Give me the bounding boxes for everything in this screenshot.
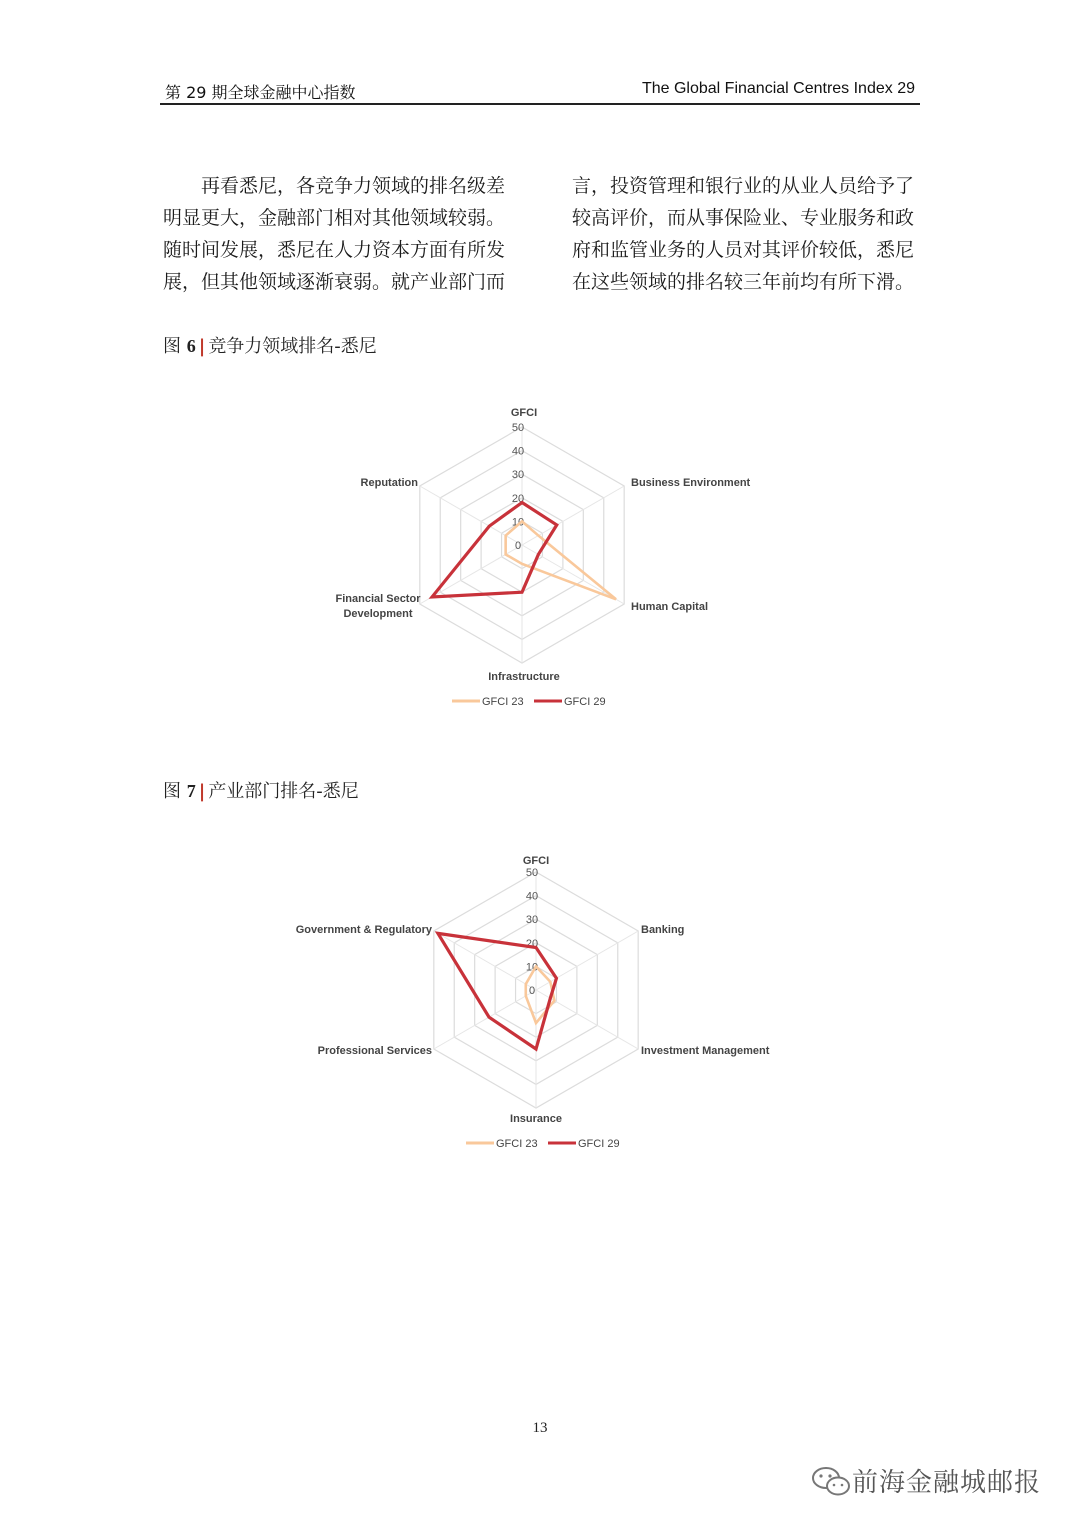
legend-label: GFCI 23	[496, 1138, 538, 1150]
axis-label: Development	[343, 608, 413, 620]
header-title-cn: 第 29 期全球金融中心指数	[165, 83, 356, 102]
tick-label: 50	[525, 867, 539, 879]
figure6-prefix: 图	[163, 336, 181, 357]
axis-label: Professional Services	[317, 1045, 432, 1057]
body-left-column: 再看悉尼，各竞争力领域的排名级差明显更大，金融部门相对其他领域较弱。随时间发展，悉尼在人力资本方面有所发展，但其他领域逐渐衰弱。就产业部门而	[163, 175, 506, 293]
axis-label: Reputation	[360, 477, 418, 489]
header-rule	[160, 103, 920, 105]
watermark-text: 前海金融城邮报	[852, 1468, 1042, 1498]
wechat-icon	[808, 1462, 858, 1502]
figure6-caption	[163, 332, 377, 358]
figure6-separator: |	[198, 336, 206, 357]
legend-label: GFCI 29	[564, 696, 606, 708]
tick-label: 30	[525, 914, 539, 927]
tick-label: 0	[514, 540, 522, 552]
axis-label: Investment Management	[641, 1045, 770, 1057]
tick-label: 40	[511, 445, 525, 458]
tick-label: 20	[525, 937, 539, 950]
axis-label: Infrastructure	[488, 671, 560, 683]
tick-label: 50	[511, 422, 525, 434]
page-number: 13	[532, 1420, 548, 1436]
axis-label: Financial Sector	[335, 593, 421, 605]
tick-label: 40	[525, 890, 539, 903]
axis-label: GFCI	[522, 855, 550, 867]
tick-label: 10	[511, 516, 525, 529]
axis-label: Insurance	[510, 1113, 562, 1125]
figure6-number: 6	[186, 336, 196, 356]
radar-chart-competitiveness	[0, 390, 1080, 720]
legend-label: GFCI 23	[482, 696, 524, 708]
axis-label: Banking	[641, 924, 685, 936]
axis-label: Human Capital	[631, 601, 709, 613]
tick-label: 10	[525, 961, 539, 974]
body-right-column: 言，投资管理和银行业的从业人员给予了较高评价，而从事保险业、专业服务和政府和监管业务的人员对其评价较低，悉尼在这些领域的排名较三年前均有所下滑。	[572, 175, 915, 293]
figure7-number: 7	[186, 781, 196, 801]
tick-label: 0	[528, 985, 536, 997]
tick-label: 20	[511, 492, 525, 505]
figure7-caption	[163, 777, 359, 803]
figure7-title: 产业部门排名-悉尼	[208, 781, 359, 802]
axis-label: GFCI	[510, 407, 538, 419]
figure7-separator: |	[198, 781, 206, 802]
radar-chart-industry-sectors	[0, 840, 1080, 1160]
figure7-prefix: 图	[163, 781, 181, 802]
tick-label: 30	[511, 469, 525, 482]
axis-label: Business Environment	[631, 477, 751, 489]
figure6-title: 竞争力领域排名-悉尼	[208, 336, 377, 357]
header-title-en: The Global Financial Centres Index 29	[641, 80, 915, 97]
axis-label: Government & Regulatory	[295, 924, 432, 936]
legend-label: GFCI 29	[578, 1138, 620, 1150]
